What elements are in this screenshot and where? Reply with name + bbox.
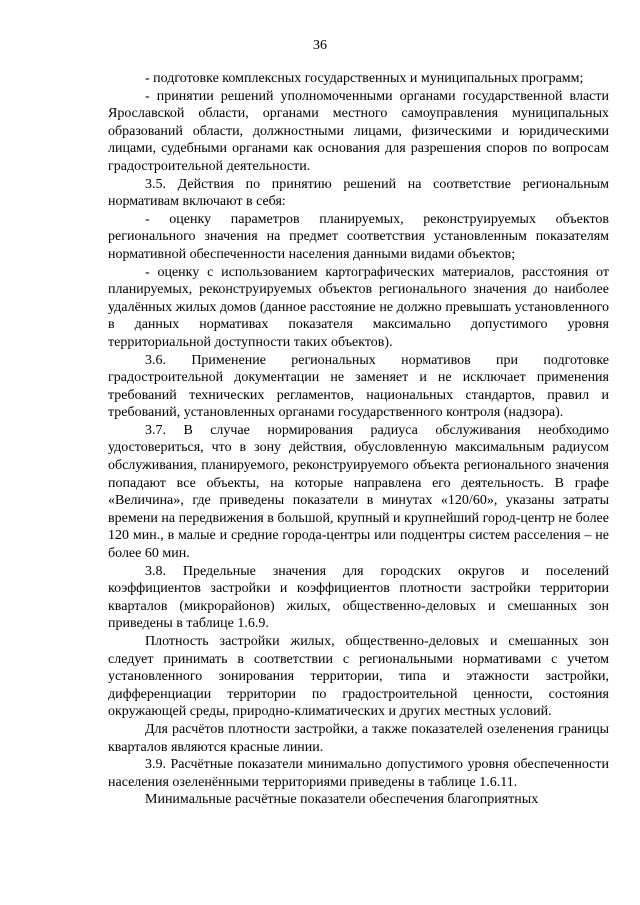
page-number: 36	[313, 38, 327, 53]
paragraph-density: Плотность застройки жилых, общественно-деловых и смешанных зон следует принимать в соответствии с региональными нормативами с учетом установленного зонирования территории, типа и этажности застройки, дифференциации территории по градостроительной ценности, состояния окружающей среды, природно-климатических и других местных условий.	[108, 634, 609, 720]
document-body	[108, 70, 609, 809]
paragraph-minimum-indicators: Минимальные расчётные показатели обеспечения благоприятных	[145, 792, 539, 808]
paragraph-bullet-assessment-parameters: - оценку параметров планируемых, реконструируемых объектов регионального значения на предмет соответствия установленным показателям нормативной обеспеченности населения данными видами объектов;	[108, 211, 609, 262]
paragraph-bullet-programs: - подготовке комплексных государственных и муниципальных программ;	[145, 71, 584, 86]
paragraph-3-7: 3.7. В случае нормирования радиуса обслуживания необходимо удостовериться, что в зону действия, обусловленную максимальным радиусом обслуживания, планируемого, реконструируемого объекта регионального значения попадают все объекты, на которые направлена его деятельность. В графе «Величина», где приведены показатели в минутах «120/60», указаны затраты времени на передвижения в большой, крупный и крупнейший город-центр не более 120 мин., в малые и средние города-центры или подцентры систем расселения – не более 60 мин.	[108, 422, 609, 562]
paragraph-red-lines: Для расчётов плотности застройки, а также показателей озеленения границы кварталов являются красные линии.	[108, 721, 609, 755]
paragraph-bullet-decisions: - принятии решений уполномоченными органами государственной власти Ярославской области, органами местного самоуправления муниципальных образований области, должностными лицами, физическими и юридическими лицами, судебными органами как основания для разрешения споров по вопросам градостроительной деятельности.	[108, 88, 609, 174]
paragraph-3-6: 3.6. Применение региональных нормативов при подготовке градостроительной документации не заменяет и не исключает применения требований технических регламентов, национальных стандартов, правил и требований, установленных органами государственного контроля (надзора).	[108, 352, 609, 421]
paragraph-3-8: 3.8. Предельные значения для городских округов и поселений коэффициентов застройки и коэффициентов плотности застройки территории кварталов (микрорайонов) жилых, общественно-деловых и смешанных зон приведены в таблице 1.6.9.	[108, 563, 609, 632]
paragraph-bullet-assessment-distance: - оценку с использованием картографических материалов, расстояния от планируемых, реконструируемых объектов регионального значения до наиболее удалённых жилых домов (данное расстояние не должно превышать установленного в данных нормативах показателя максимально допустимого уровня территориальной доступности таких объектов).	[108, 264, 609, 350]
paragraph-3-5: 3.5. Действия по принятию решений на соответствие региональным нормативам включают в себя:	[108, 176, 609, 210]
paragraph-3-9: 3.9. Расчётные показатели минимально допустимого уровня обеспеченности населения озеленёнными территориями приведены в таблице 1.6.11.	[108, 757, 609, 790]
